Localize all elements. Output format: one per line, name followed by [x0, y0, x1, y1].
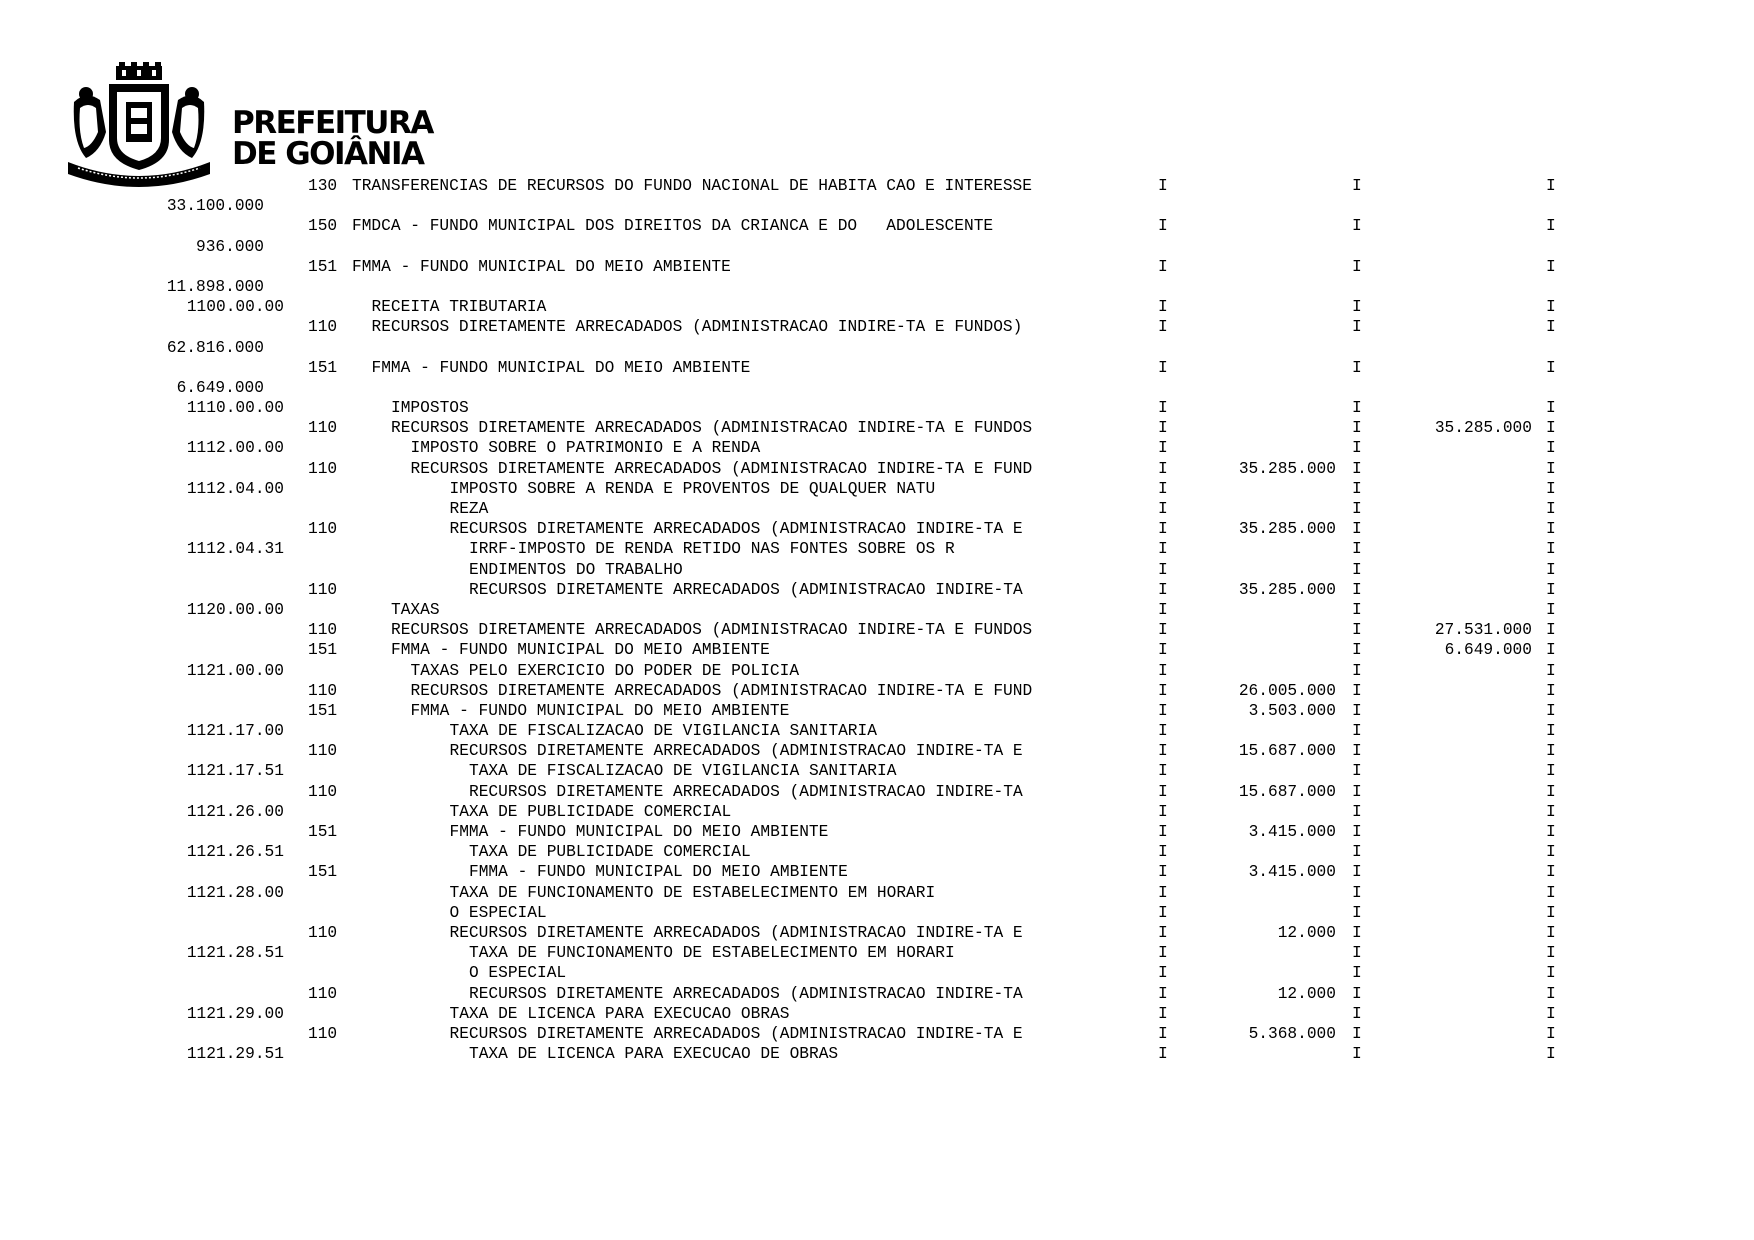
column-separator: I [1546, 600, 1556, 619]
column-separator: I [1546, 580, 1556, 599]
report-line [0, 1044, 1754, 1064]
account-code: 1121.26.00 [186, 802, 284, 821]
report-total-line [0, 378, 1754, 398]
column-separator: I [1546, 742, 1556, 761]
group-amount: 6.649.000 [1444, 641, 1532, 660]
column-separator: I [1352, 923, 1362, 942]
report-line [0, 661, 1754, 681]
report-line [0, 923, 1754, 943]
column-separator: I [1352, 722, 1362, 741]
report-line [0, 580, 1754, 600]
column-separator: I [1352, 661, 1362, 680]
subtotal-value: 33.100.000 [166, 197, 264, 216]
column-separator: I [1158, 439, 1168, 458]
report-line [0, 519, 1754, 539]
column-separator: I [1352, 944, 1362, 963]
report-line [0, 560, 1754, 580]
column-separator: I [1352, 177, 1362, 195]
report-line [0, 721, 1754, 741]
column-separator: I [1546, 318, 1556, 337]
column-separator: I [1158, 540, 1168, 559]
report-line [0, 842, 1754, 862]
resource-source-code: 150 [308, 217, 338, 236]
revenue-report [0, 176, 1754, 1064]
account-description: RECEITA TRIBUTARIA [371, 298, 547, 317]
subtotal-value: 11.898.000 [166, 277, 264, 296]
account-description: RECURSOS DIRETAMENTE ARRECADADOS (ADMINISTRACAO INDIRE-TA E [449, 1024, 1023, 1043]
column-separator: I [1352, 964, 1362, 983]
column-separator: I [1546, 984, 1556, 1003]
report-total-line [0, 277, 1754, 297]
column-separator: I [1158, 641, 1168, 660]
resource-source-code: 151 [308, 701, 338, 720]
account-code: 1121.28.51 [186, 944, 284, 963]
city-seal-icon [64, 62, 214, 192]
resource-source-code: 110 [308, 742, 338, 761]
report-line [0, 620, 1754, 640]
column-separator: I [1352, 782, 1362, 801]
resource-source-code: 110 [308, 459, 338, 478]
brand-line-2: DE GOIÂNIA [232, 136, 424, 172]
resource-source-code: 110 [308, 984, 338, 1003]
column-separator: I [1158, 964, 1168, 983]
account-code: 1121.26.51 [186, 843, 284, 862]
column-separator: I [1546, 399, 1556, 418]
column-separator: I [1546, 439, 1556, 458]
column-separator: I [1158, 520, 1168, 539]
report-line [0, 822, 1754, 842]
column-separator: I [1352, 560, 1362, 579]
column-separator: I [1158, 399, 1168, 418]
report-line [0, 317, 1754, 337]
column-separator: I [1352, 984, 1362, 1003]
resource-source-code: 110 [308, 520, 338, 539]
account-description: FMMA - FUNDO MUNICIPAL DO MEIO AMBIENTE [352, 257, 731, 276]
account-description: O ESPECIAL [449, 903, 547, 922]
column-separator: I [1546, 863, 1556, 882]
column-separator: I [1546, 944, 1556, 963]
column-separator: I [1546, 681, 1556, 700]
account-description: IMPOSTOS [391, 399, 469, 418]
column-separator: I [1158, 419, 1168, 438]
column-separator: I [1546, 661, 1556, 680]
column-separator: I [1158, 984, 1168, 1003]
report-total-line [0, 237, 1754, 257]
column-separator: I [1352, 520, 1362, 539]
account-description: FMMA - FUNDO MUNICIPAL DO MEIO AMBIENTE [371, 358, 751, 377]
column-separator: I [1546, 298, 1556, 317]
resource-source-code: 110 [308, 318, 338, 337]
column-separator: I [1546, 1024, 1556, 1043]
report-line [0, 701, 1754, 721]
account-code: 1120.00.00 [186, 600, 284, 619]
detail-amount: 3.415.000 [1248, 863, 1336, 882]
column-separator: I [1546, 1045, 1556, 1064]
column-separator: I [1352, 843, 1362, 862]
column-separator: I [1352, 399, 1362, 418]
column-separator: I [1158, 722, 1168, 741]
report-line [0, 903, 1754, 923]
report-line [0, 539, 1754, 559]
column-separator: I [1352, 1024, 1362, 1043]
resource-source-code: 110 [308, 580, 338, 599]
column-separator: I [1352, 621, 1362, 640]
column-separator: I [1158, 944, 1168, 963]
account-description: RECURSOS DIRETAMENTE ARRECADADOS (ADMINISTRACAO INDIRE-TA E FUND [410, 681, 1033, 700]
column-separator: I [1352, 318, 1362, 337]
brand-line-1: PREFEITURA [232, 105, 433, 141]
column-separator: I [1352, 439, 1362, 458]
account-code: 1121.17.51 [186, 762, 284, 781]
report-line [0, 257, 1754, 277]
column-separator: I [1158, 923, 1168, 942]
column-separator: I [1546, 701, 1556, 720]
report-line [0, 418, 1754, 438]
column-separator: I [1158, 479, 1168, 498]
resource-source-code: 110 [308, 419, 338, 438]
account-description: RECURSOS DIRETAMENTE ARRECADADOS (ADMINISTRACAO INDIRE-TA [469, 984, 1023, 1003]
report-line [0, 398, 1754, 418]
column-separator: I [1352, 479, 1362, 498]
column-separator: I [1352, 802, 1362, 821]
column-separator: I [1546, 762, 1556, 781]
report-line [0, 479, 1754, 499]
column-separator: I [1158, 701, 1168, 720]
column-separator: I [1546, 177, 1556, 195]
account-description: RECURSOS DIRETAMENTE ARRECADADOS (ADMINISTRACAO INDIRE-TA E [449, 742, 1023, 761]
account-code: 1112.04.31 [186, 540, 284, 559]
account-description: TAXA DE LICENCA PARA EXECUCAO DE OBRAS [469, 1045, 839, 1064]
account-description: RECURSOS DIRETAMENTE ARRECADADOS (ADMINISTRACAO INDIRE-TA [469, 782, 1023, 801]
column-separator: I [1352, 762, 1362, 781]
column-separator: I [1158, 742, 1168, 761]
report-line [0, 216, 1754, 236]
column-separator: I [1546, 782, 1556, 801]
subtotal-value: 6.649.000 [176, 378, 264, 397]
resource-source-code: 151 [308, 641, 338, 660]
column-separator: I [1158, 580, 1168, 599]
account-description: TAXA DE PUBLICIDADE COMERCIAL [449, 802, 732, 821]
report-line [0, 782, 1754, 802]
column-separator: I [1546, 903, 1556, 922]
column-separator: I [1546, 419, 1556, 438]
column-separator: I [1352, 217, 1362, 236]
report-line [0, 459, 1754, 479]
column-separator: I [1546, 540, 1556, 559]
detail-amount: 15.687.000 [1238, 742, 1336, 761]
detail-amount: 35.285.000 [1238, 580, 1336, 599]
account-code: 1110.00.00 [186, 399, 284, 418]
column-separator: I [1352, 1045, 1362, 1064]
column-separator: I [1158, 1004, 1168, 1023]
report-total-line [0, 196, 1754, 216]
account-description: TRANSFERENCIAS DE RECURSOS DO FUNDO NACIONAL DE HABITA CAO E INTERESSE [352, 177, 1032, 195]
account-description: TAXA DE FISCALIZACAO DE VIGILANCIA SANITARIA [469, 762, 897, 781]
account-code: 1121.00.00 [186, 661, 284, 680]
column-separator: I [1158, 621, 1168, 640]
column-separator: I [1158, 318, 1168, 337]
column-separator: I [1546, 923, 1556, 942]
report-line [0, 984, 1754, 1004]
column-separator: I [1158, 1045, 1168, 1064]
column-separator: I [1158, 802, 1168, 821]
column-separator: I [1546, 217, 1556, 236]
detail-amount: 12.000 [1277, 923, 1336, 942]
account-description: FMDCA - FUNDO MUNICIPAL DOS DIREITOS DA CRIANCA E DO ADOLESCENTE [352, 217, 994, 236]
account-description: RECURSOS DIRETAMENTE ARRECADADOS (ADMINISTRACAO INDIRE-TA E [449, 520, 1023, 539]
column-separator: I [1158, 883, 1168, 902]
resource-source-code: 130 [308, 177, 338, 195]
column-separator: I [1352, 742, 1362, 761]
column-separator: I [1158, 762, 1168, 781]
column-separator: I [1352, 823, 1362, 841]
column-separator: I [1352, 681, 1362, 700]
account-description: ENDIMENTOS DO TRABALHO [469, 560, 683, 579]
column-separator: I [1352, 600, 1362, 619]
subtotal-value: 936.000 [196, 237, 264, 256]
column-separator: I [1352, 580, 1362, 599]
column-separator: I [1352, 883, 1362, 902]
account-description: RECURSOS DIRETAMENTE ARRECADADOS (ADMINISTRACAO INDIRE-TA E FUND [410, 459, 1033, 478]
column-separator: I [1546, 621, 1556, 640]
detail-amount: 3.503.000 [1248, 701, 1336, 720]
column-separator: I [1352, 500, 1362, 518]
account-description: TAXA DE FUNCIONAMENTO DE ESTABELECIMENTO EM HORARI [449, 883, 936, 902]
detail-amount: 3.415.000 [1248, 823, 1336, 841]
report-line [0, 499, 1754, 519]
column-separator: I [1158, 1024, 1168, 1043]
account-code: 1121.29.00 [186, 1004, 284, 1023]
column-separator: I [1158, 903, 1168, 922]
account-description: FMMA - FUNDO MUNICIPAL DO MEIO AMBIENTE [469, 863, 848, 882]
account-description: FMMA - FUNDO MUNICIPAL DO MEIO AMBIENTE [410, 701, 790, 720]
account-description: TAXAS PELO EXERCICIO DO PODER DE POLICIA [410, 661, 800, 680]
column-separator: I [1546, 257, 1556, 276]
column-separator: I [1158, 257, 1168, 276]
column-separator: I [1158, 823, 1168, 841]
report-line [0, 681, 1754, 701]
report-line [0, 640, 1754, 660]
group-amount: 27.531.000 [1434, 621, 1532, 640]
account-description: O ESPECIAL [469, 964, 567, 983]
resource-source-code: 110 [308, 621, 338, 640]
group-amount: 35.285.000 [1434, 419, 1532, 438]
report-total-line [0, 338, 1754, 358]
column-separator: I [1546, 843, 1556, 862]
column-separator: I [1352, 1004, 1362, 1023]
account-description: RECURSOS DIRETAMENTE ARRECADADOS (ADMINISTRACAO INDIRE-TA E FUNDOS) [371, 318, 1023, 337]
column-separator: I [1352, 419, 1362, 438]
column-separator: I [1352, 863, 1362, 882]
column-separator: I [1158, 782, 1168, 801]
report-line [0, 761, 1754, 781]
resource-source-code: 110 [308, 681, 338, 700]
column-separator: I [1352, 540, 1362, 559]
column-separator: I [1546, 1004, 1556, 1023]
column-separator: I [1158, 217, 1168, 236]
column-separator: I [1158, 681, 1168, 700]
account-description: RECURSOS DIRETAMENTE ARRECADADOS (ADMINISTRACAO INDIRE-TA E FUNDOS [391, 419, 1033, 438]
account-code: 1121.29.51 [186, 1045, 284, 1064]
column-separator: I [1352, 641, 1362, 660]
column-separator: I [1352, 459, 1362, 478]
report-line [0, 438, 1754, 458]
report-line [0, 862, 1754, 882]
report-line [0, 358, 1754, 378]
column-separator: I [1546, 560, 1556, 579]
account-description: FMMA - FUNDO MUNICIPAL DO MEIO AMBIENTE [391, 641, 770, 660]
account-description: TAXA DE FISCALIZACAO DE VIGILANCIA SANITARIA [449, 722, 877, 741]
column-separator: I [1158, 661, 1168, 680]
account-code: 1112.00.00 [186, 439, 284, 458]
detail-amount: 5.368.000 [1248, 1024, 1336, 1043]
column-separator: I [1158, 843, 1168, 862]
column-separator: I [1352, 358, 1362, 377]
report-line [0, 883, 1754, 903]
column-separator: I [1546, 823, 1556, 841]
account-description: REZA [449, 500, 489, 518]
account-description: RECURSOS DIRETAMENTE ARRECADADOS (ADMINISTRACAO INDIRE-TA E FUNDOS [391, 621, 1033, 640]
column-separator: I [1546, 500, 1556, 518]
column-separator: I [1546, 459, 1556, 478]
account-code: 1121.28.00 [186, 883, 284, 902]
detail-amount: 15.687.000 [1238, 782, 1336, 801]
column-separator: I [1352, 257, 1362, 276]
column-separator: I [1158, 500, 1168, 518]
account-code: 1121.17.00 [186, 722, 284, 741]
resource-source-code: 151 [308, 358, 338, 377]
column-separator: I [1546, 802, 1556, 821]
account-description: RECURSOS DIRETAMENTE ARRECADADOS (ADMINISTRACAO INDIRE-TA [469, 580, 1023, 599]
account-description: TAXAS [391, 600, 440, 619]
detail-amount: 26.005.000 [1238, 681, 1336, 700]
account-description: FMMA - FUNDO MUNICIPAL DO MEIO AMBIENTE [449, 823, 829, 841]
column-separator: I [1352, 701, 1362, 720]
report-line [0, 176, 1754, 196]
subtotal-value: 62.816.000 [166, 338, 264, 357]
account-description: IMPOSTO SOBRE A RENDA E PROVENTOS DE QUALQUER NATU [449, 479, 936, 498]
resource-source-code: 151 [308, 257, 338, 276]
report-line [0, 1004, 1754, 1024]
account-description: IRRF-IMPOSTO DE RENDA RETIDO NAS FONTES SOBRE OS R [469, 540, 955, 559]
column-separator: I [1158, 560, 1168, 579]
account-code: 1100.00.00 [186, 298, 284, 317]
detail-amount: 35.285.000 [1238, 459, 1336, 478]
resource-source-code: 151 [308, 823, 338, 841]
column-separator: I [1352, 298, 1362, 317]
report-line [0, 963, 1754, 983]
account-description: IMPOSTO SOBRE O PATRIMONIO E A RENDA [410, 439, 761, 458]
detail-amount: 12.000 [1277, 984, 1336, 1003]
column-separator: I [1546, 883, 1556, 902]
report-line [0, 741, 1754, 761]
resource-source-code: 110 [308, 923, 338, 942]
report-line [0, 600, 1754, 620]
resource-source-code: 151 [308, 863, 338, 882]
column-separator: I [1546, 520, 1556, 539]
column-separator: I [1546, 964, 1556, 983]
account-description: TAXA DE PUBLICIDADE COMERCIAL [469, 843, 751, 862]
report-line [0, 943, 1754, 963]
column-separator: I [1546, 641, 1556, 660]
column-separator: I [1546, 479, 1556, 498]
column-separator: I [1352, 903, 1362, 922]
resource-source-code: 110 [308, 1024, 338, 1043]
column-separator: I [1546, 722, 1556, 741]
account-description: TAXA DE LICENCA PARA EXECUCAO OBRAS [449, 1004, 790, 1023]
column-separator: I [1158, 177, 1168, 195]
resource-source-code: 110 [308, 782, 338, 801]
column-separator: I [1158, 358, 1168, 377]
column-separator: I [1158, 459, 1168, 478]
column-separator: I [1158, 600, 1168, 619]
detail-amount: 35.285.000 [1238, 520, 1336, 539]
report-line [0, 297, 1754, 317]
account-code: 1112.04.00 [186, 479, 284, 498]
report-line [0, 802, 1754, 822]
column-separator: I [1158, 863, 1168, 882]
account-description: TAXA DE FUNCIONAMENTO DE ESTABELECIMENTO EM HORARI [469, 944, 955, 963]
report-line [0, 1024, 1754, 1044]
brand-wordmark [232, 105, 433, 172]
column-separator: I [1158, 298, 1168, 317]
account-description: RECURSOS DIRETAMENTE ARRECADADOS (ADMINISTRACAO INDIRE-TA E [449, 923, 1023, 942]
column-separator: I [1546, 358, 1556, 377]
